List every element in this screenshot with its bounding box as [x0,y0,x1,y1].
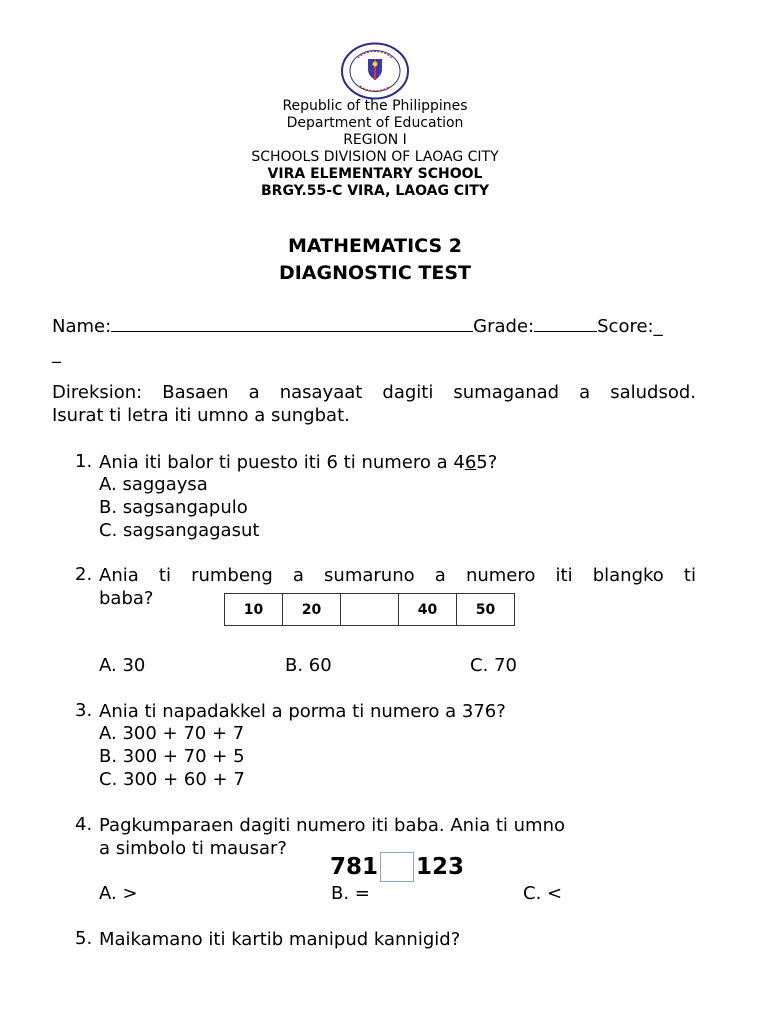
header-department: Department of Education [286,115,464,131]
question-1-option-b[interactable]: B. sagsangapulo [99,497,248,518]
question-3-text: Ania ti napadakkel a porma ti numero a 376? [99,701,506,722]
sequence-cell: 20 [283,594,341,626]
question-2-text-line-1: Ania ti rumbeng a sumaruno a numero iti blangko ti [99,565,696,586]
number-sequence-table [224,593,515,626]
question-2-option-a[interactable]: A. 30 [99,655,146,676]
header-region: REGION I [343,132,407,148]
question-3-option-c[interactable]: C. 300 + 60 + 7 [99,769,245,790]
grade-blank[interactable] [534,314,597,332]
question-4-text-line-1: Pagkumparaen dagiti numero iti baba. Ania ti umno [99,815,565,836]
question-4-option-c[interactable]: C. < [523,883,563,904]
question-3-number: 3. [75,700,93,721]
comparison-figure [330,851,464,883]
sequence-blank-cell [341,594,399,626]
page-title: MATHEMATICS 2 [288,235,462,257]
compare-left-number: 781 [330,854,379,880]
sequence-cell: 40 [399,594,457,626]
question-1-text [99,451,497,474]
question-4-text-line-2: a simbolo ti mausar? [99,838,287,859]
question-3-option-b[interactable]: B. 300 + 70 + 5 [99,746,245,767]
question-2-number: 2. [75,564,93,585]
sequence-cell: 10 [225,594,283,626]
question-2-text-line-2: baba? [99,588,154,609]
question-2-option-b[interactable]: B. 60 [285,655,332,676]
question-1-text-post: 5? [476,452,498,473]
page-subtitle: DIAGNOSTIC TEST [278,262,472,284]
score-blank-continued: _ [52,343,61,364]
question-4-option-a[interactable]: A. > [99,883,138,904]
question-1-number: 1. [75,451,93,472]
header-division: SCHOOLS DIVISION OF LAOAG CITY [251,149,499,165]
question-2-option-c[interactable]: C. 70 [470,655,517,676]
question-1-text-pre: Ania iti balor ti puesto iti 6 ti numero a 4 [99,452,465,473]
score-blank[interactable]: _ [653,316,663,337]
score-label: Score: [597,316,654,337]
header-address: BRGY.55-C VIRA, LAOAG CITY [261,183,489,199]
header-school: VIRA ELEMENTARY SCHOOL [267,166,483,182]
compare-symbol-box [380,852,414,882]
deped-seal-logo [340,42,410,100]
question-1-option-c[interactable]: C. sagsangagasut [99,520,260,541]
grade-label: Grade: [473,316,535,337]
question-4-number: 4. [75,814,93,835]
question-3-option-a[interactable]: A. 300 + 70 + 7 [99,723,245,744]
compare-right-number: 123 [416,854,465,880]
directions-line-1: Direksion: Basaen a nasayaat dagiti sumaganad a saludsod. [52,382,696,403]
question-5-text: Maikamano iti kartib manipud kannigid? [99,929,461,950]
question-1-marked-digit: 6 [464,452,477,473]
question-1-option-a[interactable]: A. saggaysa [99,474,208,495]
name-label: Name: [52,316,112,337]
question-4-option-b[interactable]: B. = [331,883,370,904]
sequence-cell: 50 [457,594,515,626]
question-5-number: 5. [75,928,93,949]
directions-line-2: Isurat ti letra iti umno a sungbat. [52,405,350,426]
name-blank[interactable] [111,314,473,332]
header-republic: Republic of the Philippines [282,98,468,114]
student-info-line [52,314,663,338]
